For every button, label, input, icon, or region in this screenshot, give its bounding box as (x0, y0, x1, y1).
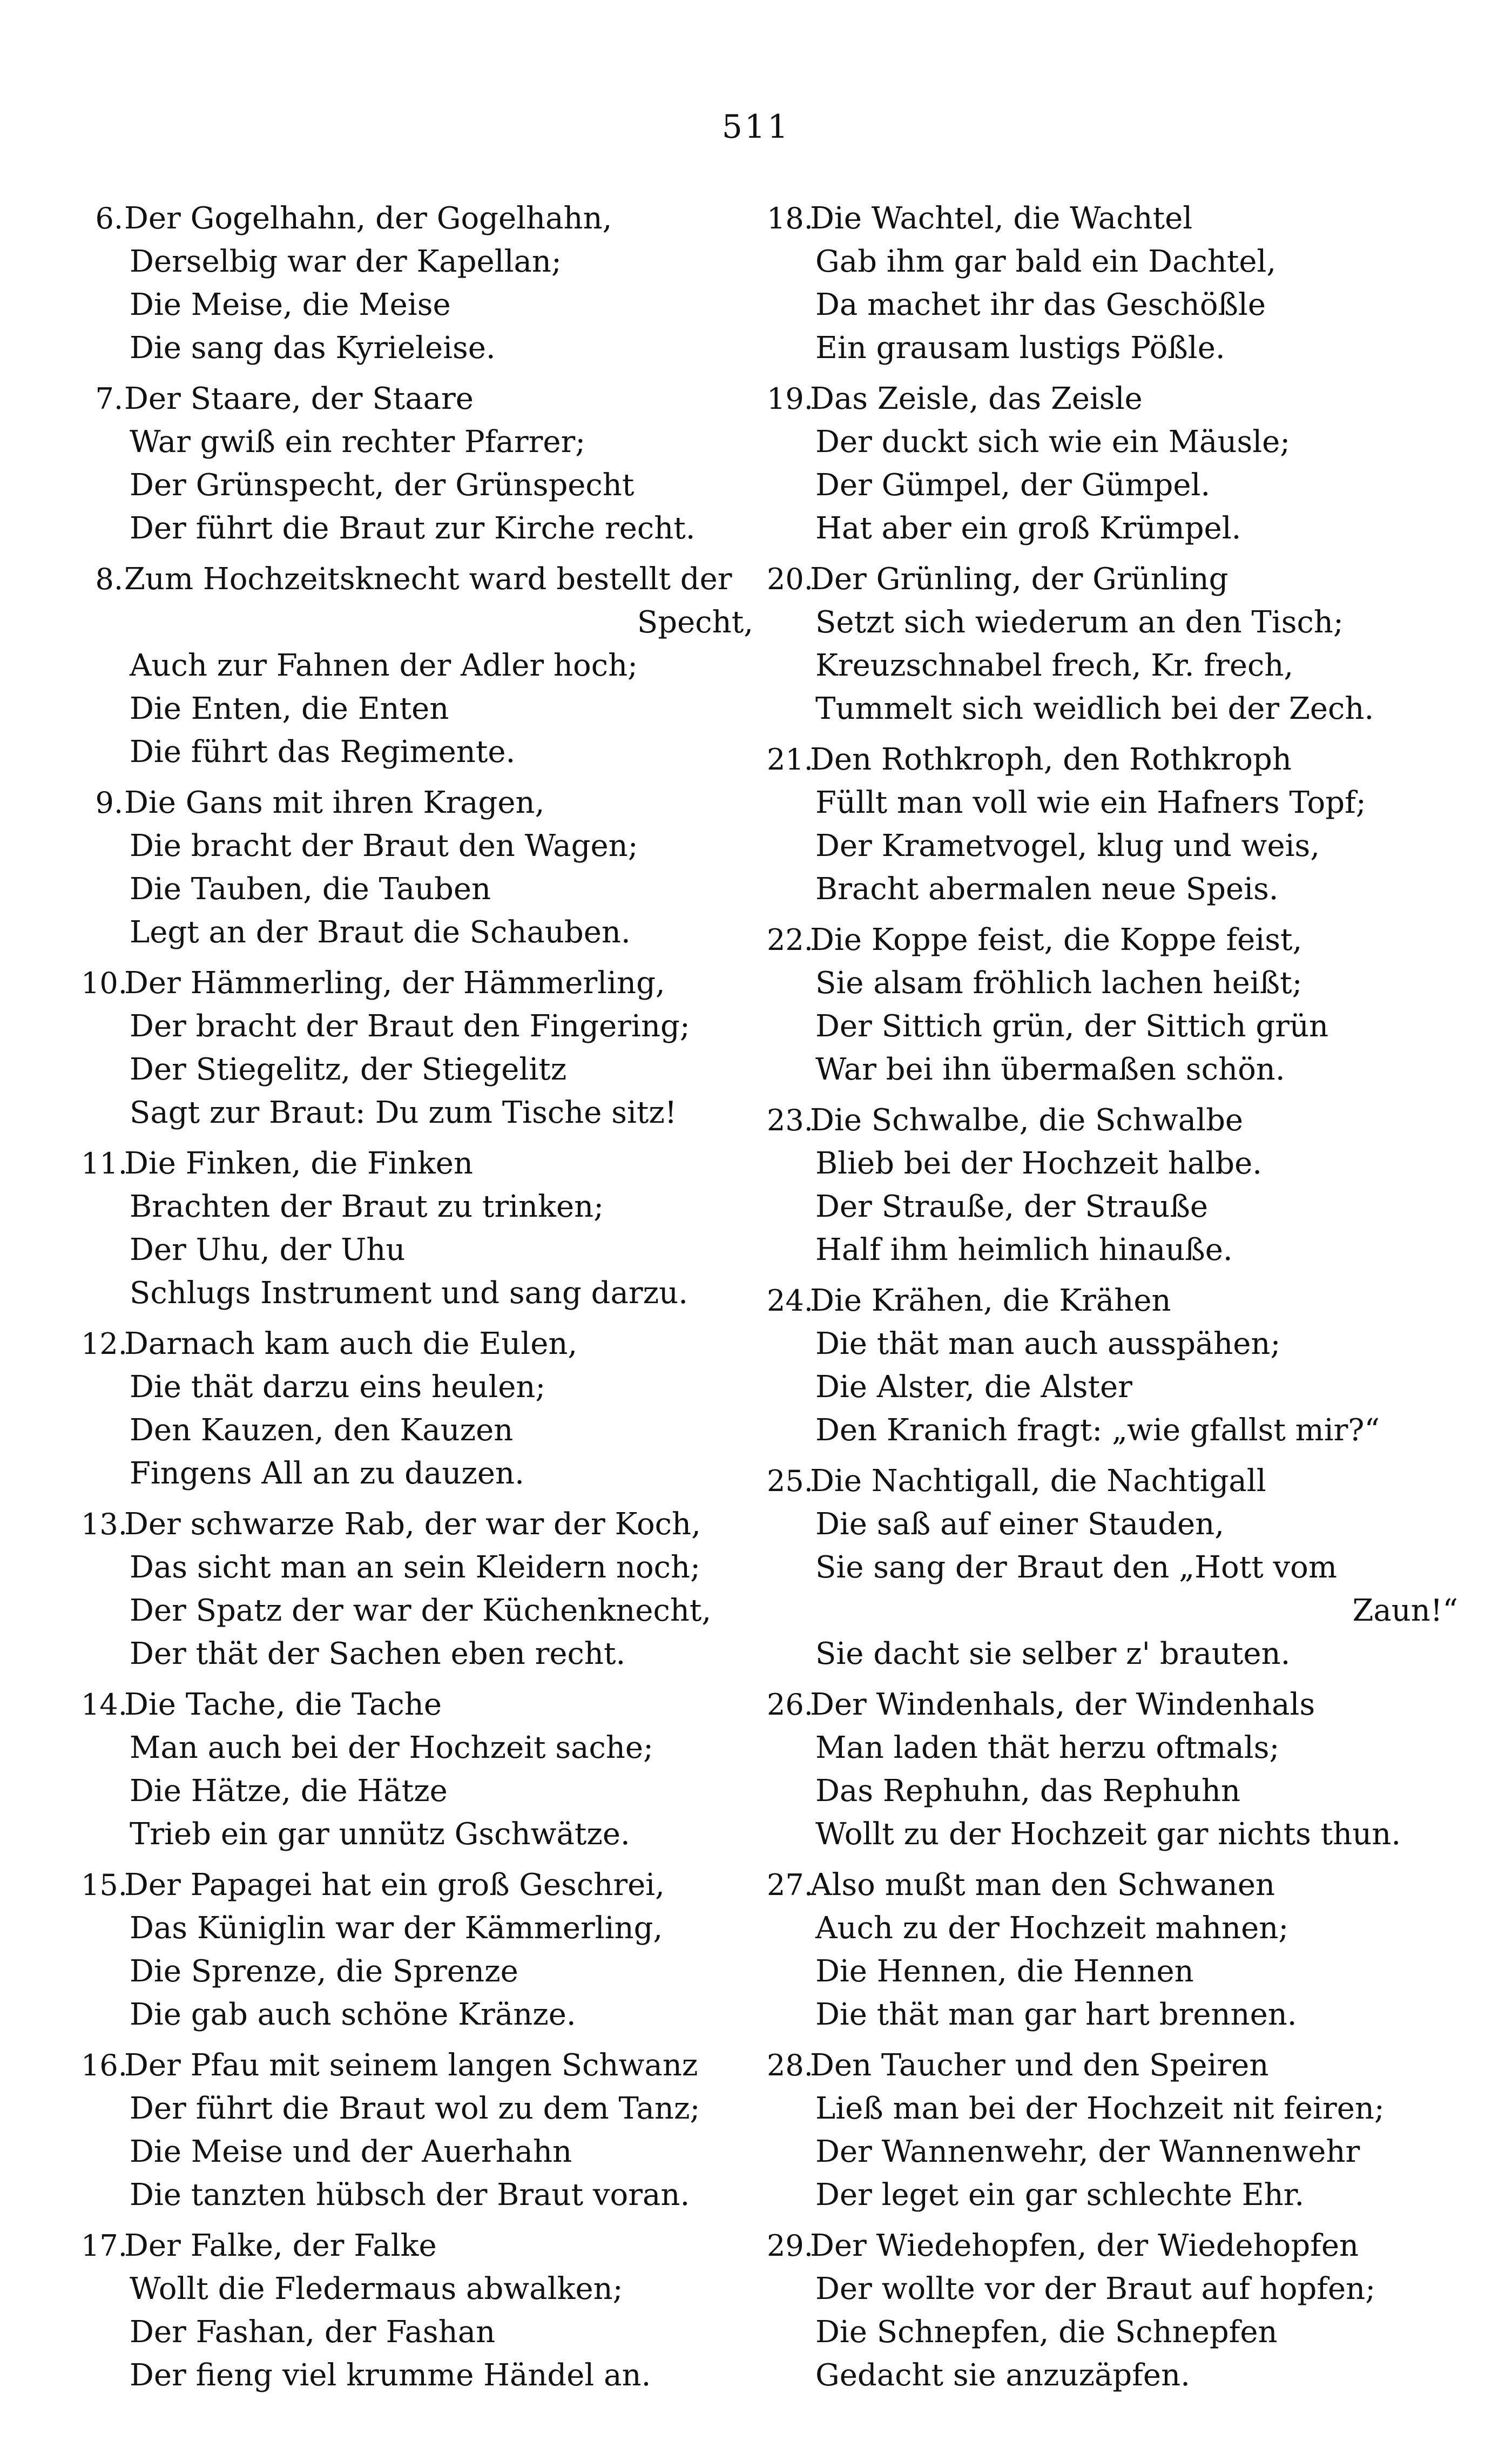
verse-line: Der Staare, der Staare (124, 381, 474, 416)
verse-line: Der Pfau mit seinem langen Schwanz (124, 2048, 698, 2083)
verse-line: Die Nachtigall, die Nachtigall (810, 1464, 1266, 1499)
verse-line: Kreuzschnabel frech, Kr. frech, (815, 648, 1294, 683)
verse-line: Sie alsam fröhlich lachen heißt; (815, 966, 1302, 1001)
stanza (767, 1460, 1458, 1676)
verse-line: Das sicht man an sein Kleidern noch; (130, 1550, 700, 1585)
stanza (81, 2224, 753, 2397)
verse-line: Der Stiegelitz, der Stiegelitz (130, 1052, 567, 1087)
stanza (81, 1503, 753, 1676)
verse-line: Wollt die Fledermaus abwalken; (130, 2271, 623, 2307)
stanza-number: 22. (767, 923, 813, 957)
stanza (81, 2044, 753, 2217)
stanza (81, 558, 753, 774)
stanza-number: 23. (767, 1103, 813, 1137)
verse-line: Derselbig war der Kapellan; (130, 244, 562, 279)
verse-line: Die gab auch schöne Kränze. (130, 1997, 576, 2032)
verse-line: Den Kauzen, den Kauzen (130, 1413, 514, 1448)
stanza (767, 1279, 1458, 1452)
stanza-number: 12. (81, 1327, 127, 1361)
verse-line: Das Rephuhn, das Rephuhn (815, 1773, 1241, 1809)
verse-line: Den Taucher und den Speiren (810, 2048, 1269, 2083)
verse-line: Die Krähen, die Krähen (810, 1283, 1171, 1318)
verse-line: Das Zeisle, das Zeisle (810, 381, 1143, 416)
stanza (81, 1683, 753, 1856)
verse-line: Tummelt sich weidlich bei der Zech. (815, 691, 1374, 726)
verse-line: Wollt zu der Hochzeit gar nichts thun. (815, 1817, 1401, 1852)
stanza-number: 13. (81, 1507, 127, 1541)
verse-line: Also mußt man den Schwanen (810, 1867, 1275, 1903)
verse-line: Die Enten, die Enten (130, 691, 449, 726)
verse-line: Der Fashan, der Fashan (130, 2315, 496, 2350)
stanza (81, 1142, 753, 1315)
verse-line: Der fieng viel krumme Händel an. (130, 2358, 651, 2393)
verse-line: Der Wiedehopfen, der Wiedehopfen (810, 2228, 1359, 2263)
verse-line: Der schwarze Rab, der war der Koch, (124, 1507, 701, 1542)
verse-line: Die Hennen, die Hennen (815, 1954, 1194, 1989)
stanza (81, 197, 753, 370)
stanza (81, 1323, 753, 1495)
stanza (767, 919, 1458, 1091)
verse-line: War gwiß ein rechter Pfarrer; (130, 424, 586, 460)
verse-line: Ein grausam lustigs Pößle. (815, 331, 1225, 366)
verse-line: Die Koppe feist, die Koppe feist, (810, 922, 1302, 957)
verse-line: Der leget ein gar schlechte Ehr. (815, 2177, 1305, 2213)
verse-line: Der führt die Braut wol zu dem Tanz; (130, 2091, 700, 2126)
stanza (767, 558, 1458, 731)
verse-line: Die thät darzu eins heulen; (130, 1370, 546, 1405)
verse-line: War bei ihn übermaßen schön. (815, 1052, 1285, 1087)
verse-line: Der Windenhals, der Windenhals (810, 1687, 1315, 1722)
stanza (767, 1683, 1458, 1856)
verse-line: Der Papagei hat ein groß Geschrei, (124, 1867, 665, 1903)
verse-line: Auch zu der Hochzeit mahnen; (815, 1911, 1289, 1946)
stanza (767, 738, 1458, 911)
stanza-number: 19. (767, 382, 813, 416)
verse-line: Die Wachtel, die Wachtel (810, 201, 1193, 236)
verse-line: Die führt das Regimente. (130, 734, 516, 770)
stanza-number: 8. (95, 562, 123, 596)
verse-line: Der Grünling, der Grünling (810, 562, 1228, 597)
verse-line: Sie dacht sie selber z' brauten. (815, 1636, 1291, 1671)
verse-line: Der Krametvogel, klug und weis, (815, 828, 1320, 864)
verse-line: Den Kranich fragt: „wie gfallst mir?“ (815, 1413, 1380, 1448)
verse-line: Zum Hochzeitsknecht ward bestellt der (124, 562, 732, 597)
verse-line: Die Hätze, die Hätze (130, 1773, 448, 1809)
verse-line: Bracht abermalen neue Speis. (815, 872, 1279, 907)
verse-line: Der wollte vor der Braut auf hopfen; (815, 2271, 1376, 2307)
verse-line: Füllt man voll wie ein Hafners Topf; (815, 785, 1366, 820)
stanza-number: 24. (767, 1284, 813, 1318)
verse-line: Die tanzten hübsch der Braut voran. (130, 2177, 690, 2213)
verse-line: Der Uhu, der Uhu (130, 1232, 406, 1267)
verse-line: Brachten der Braut zu trinken; (130, 1189, 604, 1224)
stanza-number: 18. (767, 201, 813, 235)
stanza (767, 377, 1458, 550)
verse-line: Half ihm heimlich hinauße. (815, 1232, 1233, 1267)
verse-line: Der Sittich grün, der Sittich grün (815, 1009, 1329, 1044)
verse-line: Der Hämmerling, der Hämmerling, (124, 966, 665, 1001)
verse-line: Die Meise, die Meise (130, 287, 451, 322)
verse-line: Die sang das Kyrieleise. (130, 331, 496, 366)
verse-line: Der Gogelhahn, der Gogelhahn, (124, 201, 612, 236)
verse-line: Schlugs Instrument und sang darzu. (130, 1276, 688, 1311)
verse-line: Die Gans mit ihren Kragen, (124, 785, 545, 820)
stanza (767, 197, 1458, 370)
stanza-number: 7. (95, 382, 123, 416)
verse-line: Die Finken, die Finken (124, 1146, 473, 1181)
stanza (767, 2044, 1458, 2217)
stanza-number: 20. (767, 562, 813, 596)
verse-line: Gab ihm gar bald ein Dachtel, (815, 244, 1277, 279)
verse-line: Hat aber ein groß Krümpel. (815, 511, 1241, 546)
verse-line: Die Tache, die Tache (124, 1687, 442, 1722)
verse-line: Sie sang der Braut den „Hott vom (815, 1550, 1337, 1585)
verse-line: Legt an der Braut die Schauben. (130, 915, 631, 950)
verse-line: Da machet ihr das Geschößle (815, 287, 1266, 322)
verse-line: Den Rothkroph, den Rothkroph (810, 742, 1292, 777)
verse-line: Man auch bei der Hochzeit sache; (130, 1730, 653, 1765)
stanza-number: 16. (81, 2048, 127, 2082)
verse-line: Der Spatz der war der Küchenknecht, (130, 1593, 712, 1628)
page-number: 511 (721, 108, 791, 146)
verse-line: Die saß auf einer Stauden, (815, 1507, 1225, 1542)
verse-line: Der Strauße, der Strauße (815, 1189, 1209, 1224)
stanza-number: 14. (81, 1688, 127, 1722)
stanza-number: 29. (767, 2229, 813, 2263)
stanza (81, 962, 753, 1135)
verse-line: Der Wannenwehr, der Wannenwehr (815, 2134, 1360, 2169)
verse-line: Die Alster, die Alster (815, 1370, 1132, 1405)
verse-line: Man laden thät herzu oftmals; (815, 1730, 1280, 1765)
verse-line: Der Grünspecht, der Grünspecht (130, 468, 634, 503)
verse-line: Der führt die Braut zur Kirche recht. (130, 511, 696, 546)
stanza-number: 11. (81, 1147, 127, 1181)
right-column (767, 197, 1458, 2405)
verse-line: Die thät man gar hart brennen. (815, 1997, 1297, 2032)
verse-line: Das Küniglin war der Kämmerling, (130, 1911, 663, 1946)
verse-line: Die Schwalbe, die Schwalbe (810, 1103, 1244, 1138)
stanza-number: 25. (767, 1464, 813, 1498)
stanza-number: 9. (95, 786, 123, 820)
stanza (767, 1864, 1458, 2036)
stanza (81, 781, 753, 954)
verse-line: Setzt sich wiederum an den Tisch; (815, 605, 1344, 640)
stanza-number: 27. (767, 1868, 813, 1902)
verse-line: Specht, (637, 605, 753, 640)
stanza (767, 2224, 1458, 2397)
verse-line: Darnach kam auch die Eulen, (124, 1326, 578, 1361)
stanza-number: 17. (81, 2229, 127, 2263)
verse-line: Ließ man bei der Hochzeit nit feiren; (815, 2091, 1385, 2126)
stanza (81, 377, 753, 550)
verse-line: Sagt zur Braut: Du zum Tische sitz! (130, 1095, 677, 1130)
verse-line: Auch zur Fahnen der Adler hoch; (130, 648, 638, 683)
verse-line: Der thät der Sachen eben recht. (130, 1636, 626, 1671)
left-column (81, 197, 753, 2405)
verse-line: Trieb ein gar unnütz Gschwätze. (130, 1817, 630, 1852)
verse-line: Die Sprenze, die Sprenze (130, 1954, 518, 1989)
verse-line: Die Schnepfen, die Schnepfen (815, 2315, 1278, 2350)
verse-line: Zaun!“ (1352, 1593, 1458, 1628)
stanza-number: 26. (767, 1688, 813, 1722)
verse-line: Der Falke, der Falke (124, 2228, 437, 2263)
verse-line: Fingens All an zu dauzen. (130, 1456, 524, 1491)
stanza-number: 6. (95, 201, 123, 235)
verse-line: Der bracht der Braut den Fingering; (130, 1009, 690, 1044)
verse-line: Der Gümpel, der Gümpel. (815, 468, 1211, 503)
verse-line: Der duckt sich wie ein Mäusle; (815, 424, 1291, 460)
stanza-number: 21. (767, 743, 813, 777)
stanza-number: 28. (767, 2048, 813, 2082)
stanza (81, 1864, 753, 2036)
verse-line: Blieb bei der Hochzeit halbe. (815, 1146, 1263, 1181)
verse-line: Die bracht der Braut den Wagen; (130, 828, 638, 864)
verse-line: Die thät man auch ausspähen; (815, 1326, 1281, 1361)
verse-line: Die Tauben, die Tauben (130, 872, 491, 907)
stanza-number: 10. (81, 966, 127, 1000)
verse-line: Die Meise und der Auerhahn (130, 2134, 572, 2169)
stanza (767, 1099, 1458, 1272)
stanza-number: 15. (81, 1868, 127, 1902)
verse-line: Gedacht sie anzuzäpfen. (815, 2358, 1190, 2393)
